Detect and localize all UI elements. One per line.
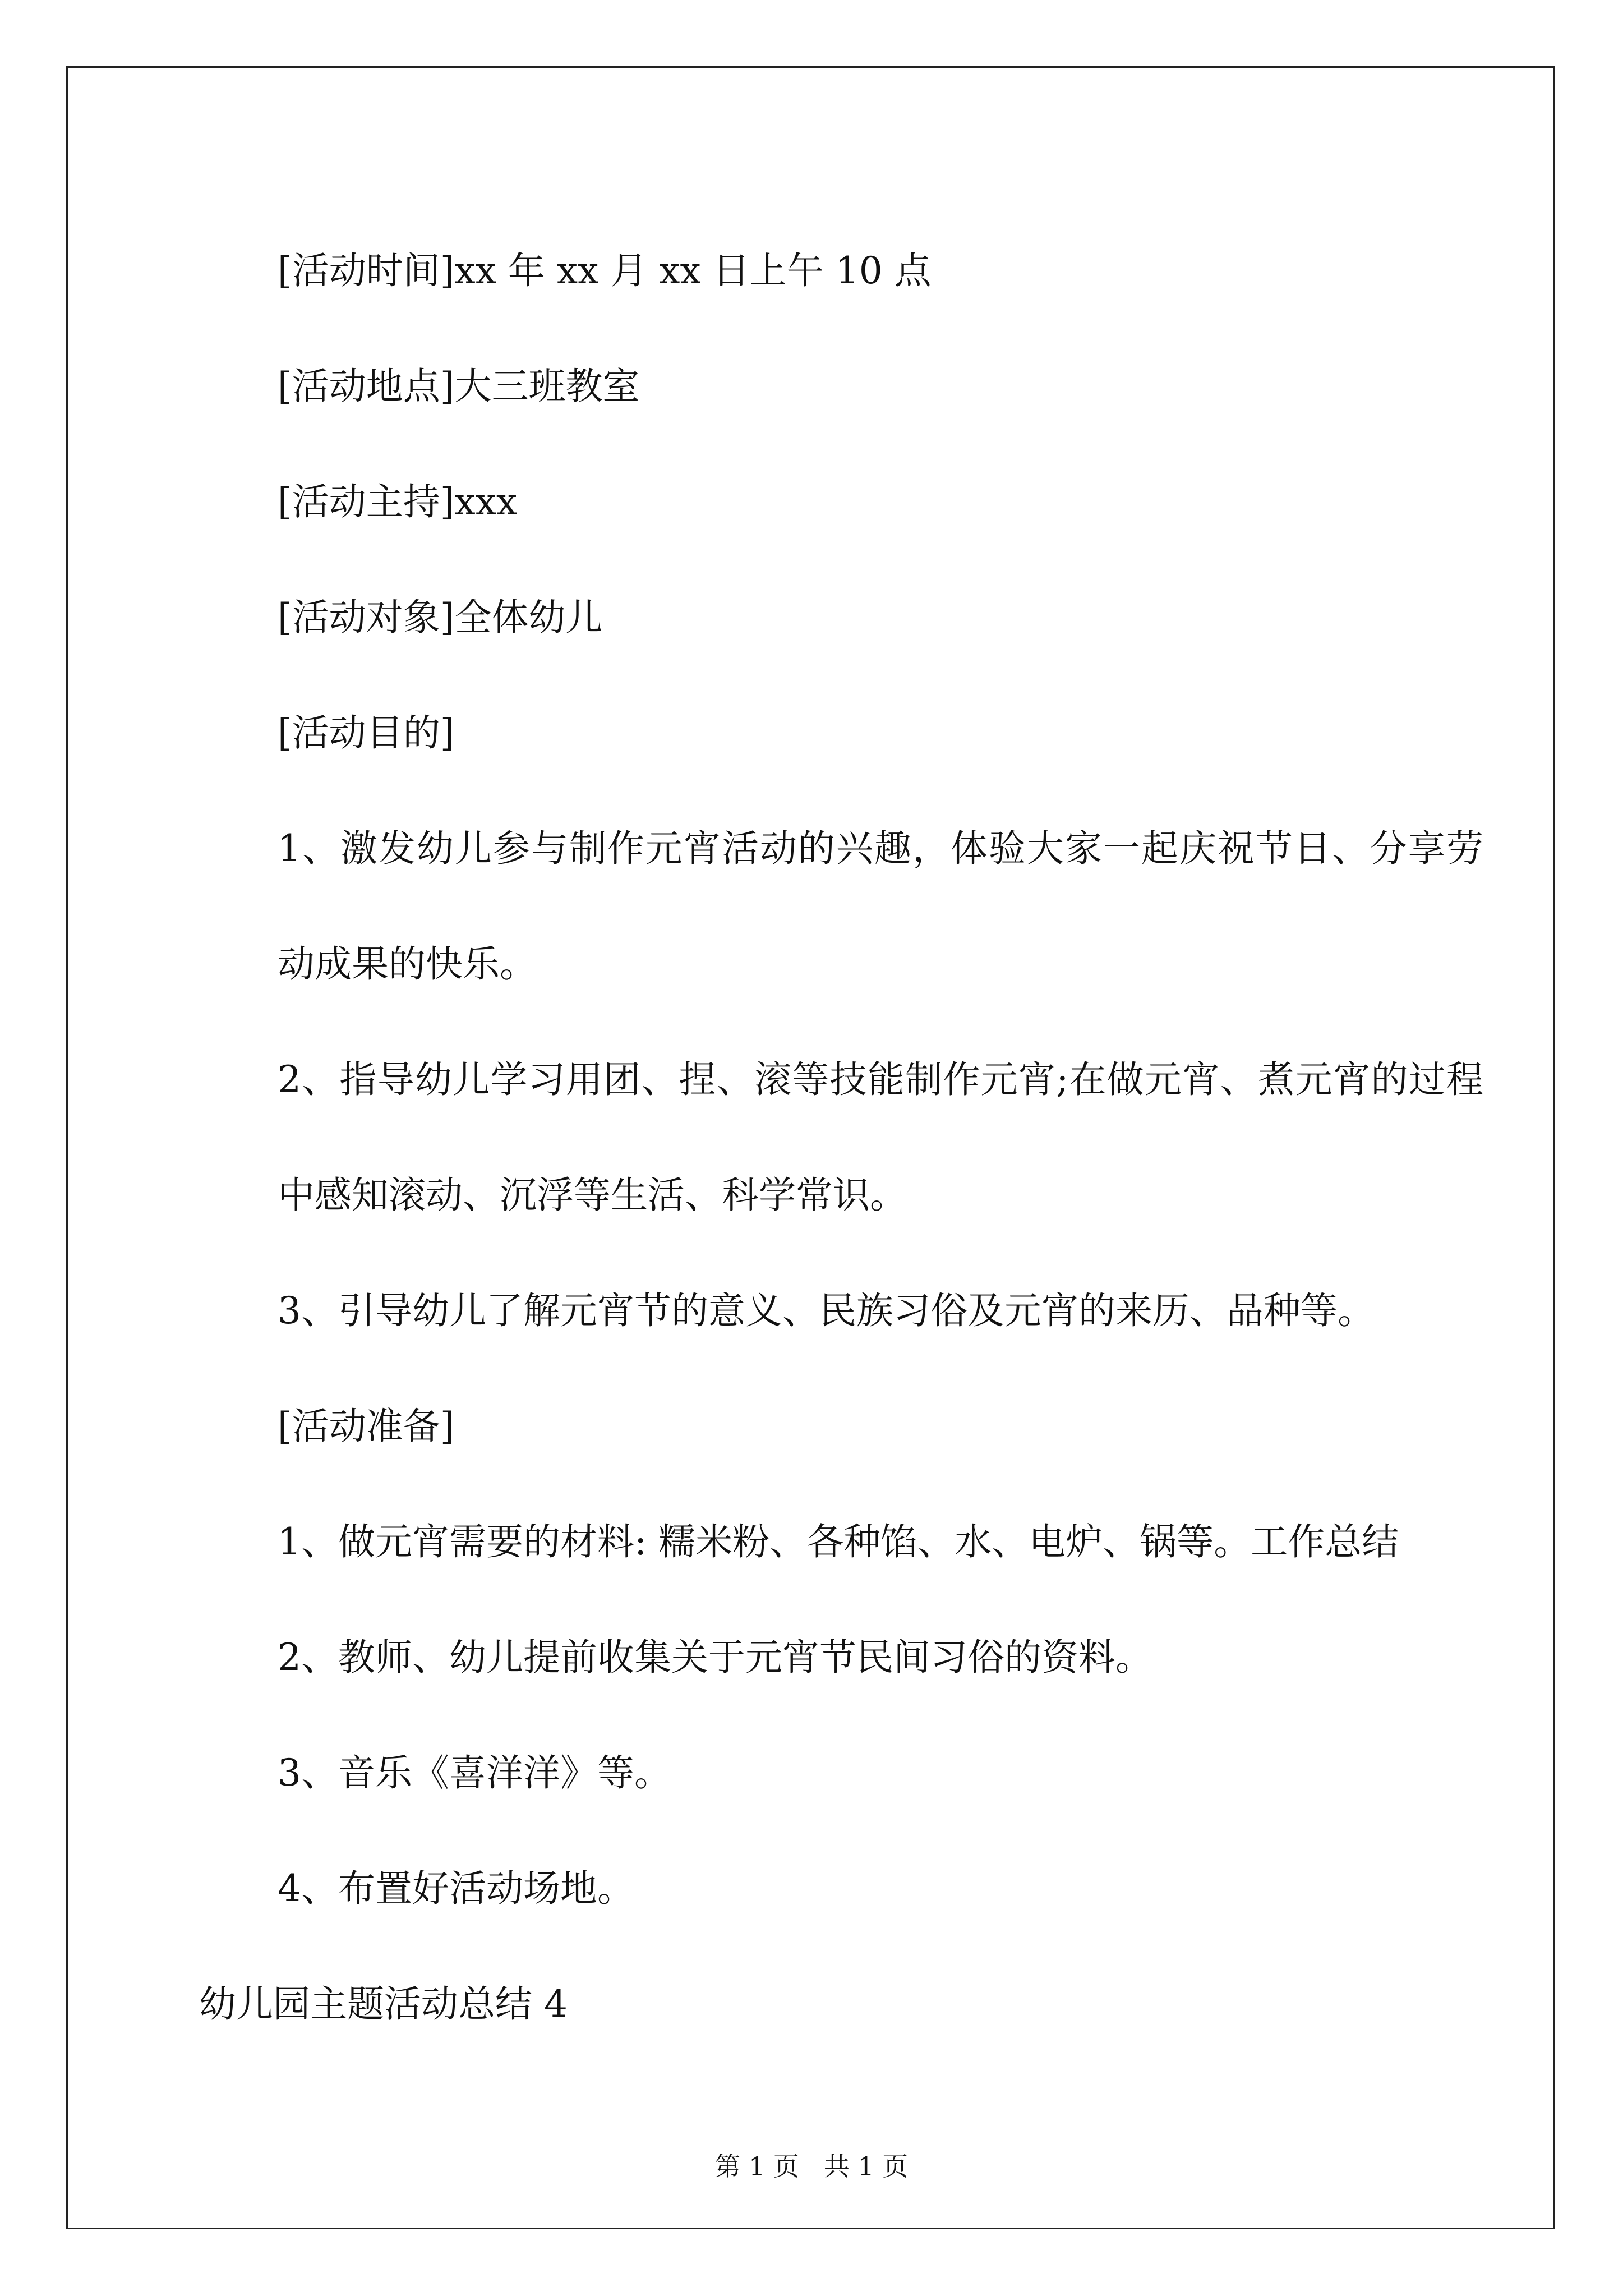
paragraph-goal-2: 2、指导幼儿学习用团、捏、滚等技能制作元宵;在做元宵、煮元宵的过程中感知滚动、沉浮等生活、科学常识。 [278, 1058, 1483, 1217]
paragraph-prep-2: 2、教师、幼儿提前收集关于元宵节民间习俗的资料。 [278, 1636, 1152, 1679]
paragraph-activity-audience: [活动对象]全体幼儿 [278, 596, 603, 639]
paragraph-prep-4: 4、布置好活动场地。 [278, 1867, 634, 1910]
paragraph-activity-host: [活动主持]xxx [278, 480, 518, 523]
heading-activity-preparation: [活动准备] [278, 1405, 455, 1448]
paragraph-goal-1: 1、激发幼儿参与制作元宵活动的兴趣，体验大家一起庆祝节日、分享劳动成果的快乐。 [278, 827, 1483, 986]
heading-activity-goals: [活动目的] [278, 711, 455, 754]
document-body [199, 213, 1483, 2062]
section-title: 幼儿园主题活动总结 4 [199, 1982, 568, 2026]
paragraph-prep-3: 3、音乐《喜洋洋》等。 [278, 1751, 671, 1795]
page-number-label: 第 1 页 共 1 页 [714, 2151, 909, 2182]
paragraph-activity-location: [活动地点]大三班教室 [278, 365, 640, 408]
paragraph-prep-1: 1、做元宵需要的材料: 糯米粉、各种馅、水、电炉、锅等。工作总结 [278, 1520, 1399, 1563]
paragraph-activity-time: [活动时间]xx 年 xx 月 xx 日上午 10 点 [278, 249, 932, 292]
paragraph-goal-3: 3、引导幼儿了解元宵节的意义、民族习俗及元宵的来历、品种等。 [278, 1289, 1375, 1332]
page-footer [0, 2150, 1623, 2183]
